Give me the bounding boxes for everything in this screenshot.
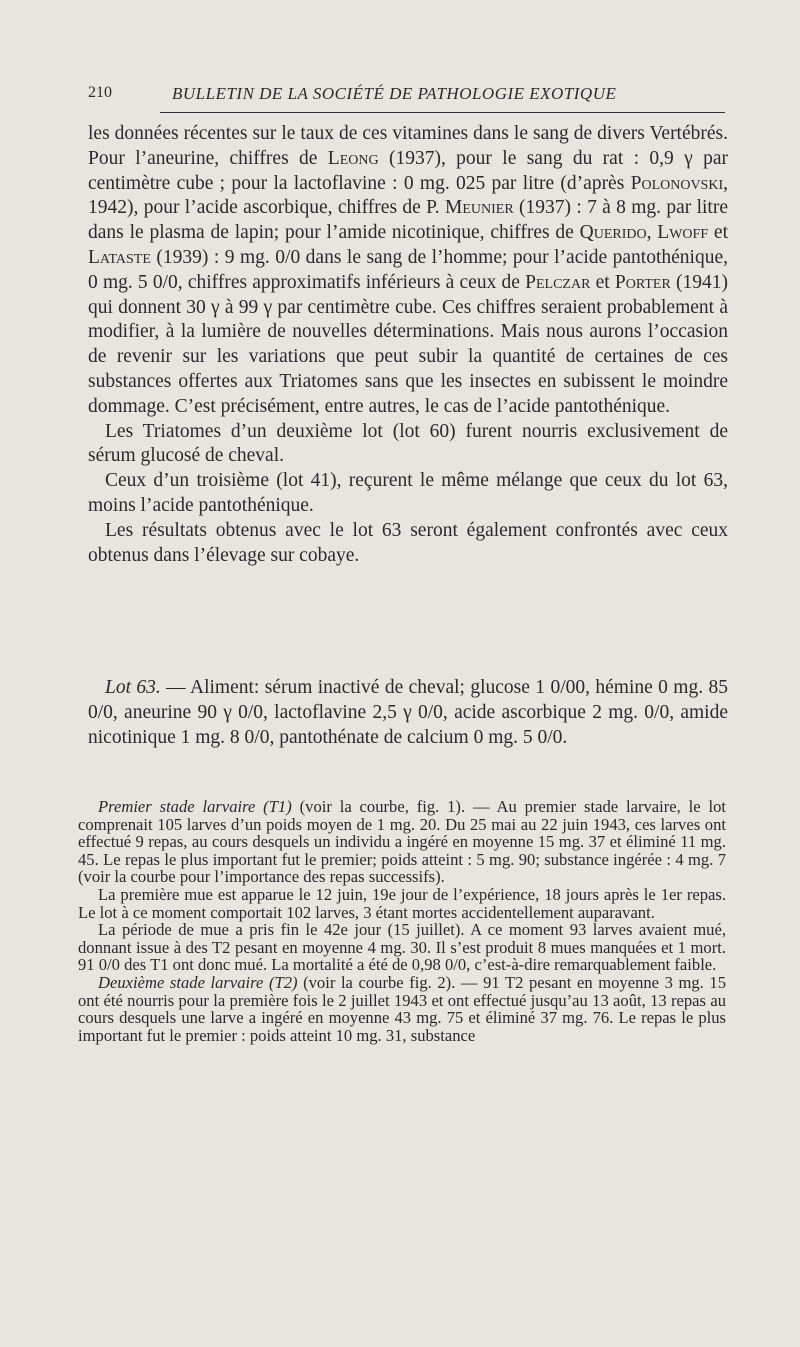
second-stage-label: Deuxième stade larvaire (T2) [98, 972, 298, 992]
author-name: Polonovski [630, 172, 724, 194]
first-molt-paragraph: La première mue est apparue le 12 juin, 19e jour de l’expérience, 18 jours après le 1er repas. Le lot à ce moment comportait 102 larves, 3 étant mortes accidentellement auparavant. [78, 884, 726, 922]
page-header [88, 84, 724, 110]
paragraph-lot-41: Ceux d’un troisième (lot 41), reçurent le même mélange que ceux du lot 63, moins l’acide pantothénique. [88, 470, 728, 516]
molt-period-paragraph: La période de mue a pris fin le 42e jour (15 juillet). A ce moment 93 larves avaient mué, donnant issue à des T2 pesant en moyenne 4 mg. 30. Il s’est produit 8 mues manquées et 1 mort. 91 0/0 des T1 ont donc mué. La mortalité a été de 0,98 0/0, c’est-à-dire remarquablement faible. [78, 920, 726, 975]
header-rule [160, 112, 725, 113]
first-stage-label: Premier stade larvaire (T1) [98, 797, 292, 816]
page-number: 210 [88, 84, 112, 101]
lot-63-description [88, 676, 728, 750]
first-stage-paragraph: Premier stade larvaire (T1) (voir la courbe, fig. 1). — Au premier stade larvaire, le lot comprenait 105 larves d’un poids moyen de 1 mg. 20. Du 25 mai au 22 juin 1943, ces larves ont effectué 9 repas, au cours desquels un individu a ingéré en moyenne 15 mg. 37 et éliminé 11 mg. 45. Le repas le plus important fut le premier; poids atteint : 5 mg. 90; substance ingérée : 4 mg. 7 (voir la courbe pour l’importance des repas successifs). [78, 797, 726, 887]
running-title: BULLETIN DE LA SOCIÉTÉ DE PATHOLOGIE EXOTIQUE [172, 84, 617, 103]
author-name: Lataste [88, 246, 151, 268]
author-name: Leong [327, 147, 379, 169]
second-stage-paragraph: Deuxième stade larvaire (T2) (voir la courbe fig. 2). — 91 T2 pesant en moyenne 3 mg. 15 ont été nourris pour la première fois le 2 juillet 1943 et ont effectué jusqu’au 13 août, 13 repas au cours desquels une larve a ingéré en moyenne 43 mg. 75 et éliminé 37 mg. 76. Le repas le plus important fut le premier : poids atteint 10 mg. 31, substance [78, 972, 727, 1045]
larval-stage-notes [78, 798, 726, 1044]
lot-63-label: Lot 63. [105, 677, 161, 698]
author-name: Pelczar [525, 271, 591, 293]
author-name: Meunier [445, 197, 514, 219]
main-text [88, 122, 728, 568]
lot-63-text: — Aliment: sérum inactivé de cheval; glucose 1 0/00, hémine 0 mg. 85 0/0, aneurine 90 γ 0/0, lactoflavine 2,5 γ 0/0, acide ascorbique 2 mg. 0/0, amide nicotinique 1 mg. 8 0/0, pantothénate de calcium 0 mg. 5 0/0. [88, 677, 728, 748]
author-name: Porter [614, 271, 671, 293]
author-name: Lwoff [657, 222, 709, 244]
paragraph-comparison: Les résultats obtenus avec le lot 63 seront également confrontés avec ceux obtenus dans l’élevage sur cobaye. [88, 519, 728, 566]
paragraph-lot-60: Les Triatomes d’un deuxième lot (lot 60) furent nourris exclusivement de sérum glucosé de cheval. [88, 420, 728, 467]
author-name: Querido [579, 222, 647, 244]
paragraph-vitamin-levels: les données récentes sur le taux de ces vitamines dans le sang de divers Vertébrés. Pour l’aneurine, chiffres de Leong (1937), pour le sang du rat : 0,9 γ par centimètre cube ; pour la lactoflavine : 0 mg. 025 par litre (d’après Polonovski, 1942), pour l’acide ascorbique, chiffres de P. Meunier (1937) : 7 à 8 mg. par litre dans le plasma de lapin; pour l’amide nicotinique, chiffres de Querido, Lwoff et Lataste (1939) : 9 mg. 0/0 dans le sang de l’homme; pour l’acide pantothénique, 0 mg. 5 0/0, chiffres approximatifs inférieurs à ceux de Pelczar et Porter (1941) qui donnent 30 γ à 99 γ par centimètre cube. Ces chiffres seraient probablement à modifier, à la lumière de nouvelles déterminations. Mais nous aurons l’occasion de revenir sur les variations que peut subir la quantité de certaines de ces substances offertes aux Triatomes sans que les insectes en subissent le moindre dommage. C’est précisément, entre autres, le cas de l’acide pantothénique. [88, 123, 729, 417]
